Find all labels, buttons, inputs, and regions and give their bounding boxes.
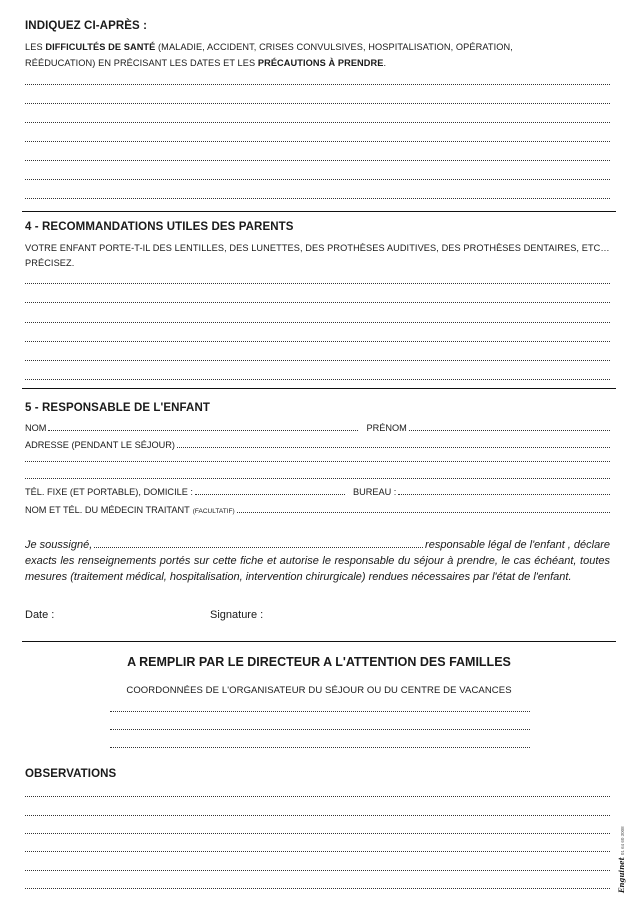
signature-label: Signature :: [210, 609, 264, 621]
health-instructions-line1: [25, 42, 513, 52]
section-divider: [22, 641, 616, 642]
recommendation-answer-line[interactable]: [25, 360, 610, 361]
nom-field[interactable]: [48, 422, 358, 431]
health-answer-line[interactable]: [25, 84, 610, 85]
nom-prenom-row: [25, 422, 610, 433]
observation-line[interactable]: [25, 833, 610, 834]
organizer-contact-line[interactable]: [110, 729, 530, 730]
health-section-title: INDIQUEZ CI-APRÈS :: [25, 20, 148, 32]
text: RÉÉDUCATION) EN PRÉCISANT LES DATES ET LES: [25, 58, 258, 68]
section4-title: 4 - RECOMMANDATIONS UTILES DES PARENTS: [25, 221, 294, 233]
nom-label: NOM: [25, 423, 47, 433]
director-section-title: A REMPLIR PAR LE DIRECTEUR A L'ATTENTION DES FAMILLES: [127, 655, 511, 669]
health-instructions-line2: [25, 58, 386, 68]
medecin-field[interactable]: [237, 504, 610, 513]
medecin-optional-note: (FACULTATIF): [192, 508, 235, 515]
medecin-row: [25, 504, 610, 515]
section5-title: 5 - RESPONSABLE DE L'ENFANT: [25, 402, 210, 414]
recommendation-answer-line[interactable]: [25, 283, 610, 284]
organizer-contact-line[interactable]: [110, 747, 530, 748]
publisher-logo: Enguinet: [617, 857, 626, 893]
bureau-label: BUREAU :: [352, 487, 397, 497]
recommendation-answer-line[interactable]: [25, 341, 610, 342]
text-bold: PRÉCAUTIONS À PRENDRE: [257, 58, 384, 68]
telephone-row: [25, 486, 610, 497]
recommendation-answer-line[interactable]: [25, 322, 610, 323]
health-answer-line[interactable]: [25, 160, 610, 161]
observations-title: OBSERVATIONS: [25, 768, 117, 780]
organizer-contact-label: COORDONNÉES DE L'ORGANISATEUR DU SÉJOUR OU DU CENTRE DE VACANCES: [126, 685, 512, 696]
date-label: Date :: [25, 609, 55, 621]
publisher-watermark: [611, 826, 629, 893]
section-divider: [22, 388, 616, 389]
declaration-start: Je soussigné,: [25, 539, 93, 551]
health-answer-line[interactable]: [25, 141, 610, 142]
health-answer-line[interactable]: [25, 122, 610, 123]
tel-domicile-label: TÉL. FIXE (ET PORTABLE), DOMICILE :: [25, 487, 193, 497]
recommendation-answer-line[interactable]: [25, 379, 610, 380]
declaration-responsable: responsable légal de l'enfant , déclare: [425, 539, 610, 551]
section-divider: [22, 211, 616, 212]
observation-line[interactable]: [25, 796, 610, 797]
prenom-label: PRÉNOM: [366, 423, 407, 433]
prenom-field[interactable]: [409, 422, 610, 431]
text: (MALADIE, ACCIDENT, CRISES CONVULSIVES, HOSPITALISATION, OPÉRATION,: [155, 42, 513, 52]
text-bold: DIFFICULTÉS DE SANTÉ: [45, 42, 156, 52]
declarant-name-field[interactable]: [94, 538, 423, 548]
observation-line[interactable]: [25, 815, 610, 816]
health-answer-line[interactable]: [25, 103, 610, 104]
observation-line[interactable]: [25, 851, 610, 852]
publisher-number: 01 64 60 3008: [620, 826, 625, 856]
declaration-first-line: [25, 538, 610, 554]
text: LES: [25, 42, 46, 52]
organizer-contact-line[interactable]: [110, 711, 530, 712]
health-answer-line[interactable]: [25, 179, 610, 180]
adresse-field[interactable]: [177, 439, 610, 448]
adresse-extra-line[interactable]: [25, 478, 610, 479]
adresse-row: [25, 439, 610, 450]
section4-precisez: PRÉCISEZ.: [25, 258, 75, 268]
observation-line[interactable]: [25, 870, 610, 871]
health-answer-line[interactable]: [25, 198, 610, 199]
medecin-label: NOM ET TÉL. DU MÉDECIN TRAITANT: [25, 505, 190, 515]
tel-domicile-field[interactable]: [195, 486, 345, 495]
recommendation-answer-line[interactable]: [25, 302, 610, 303]
section4-question: VOTRE ENFANT PORTE-T-IL DES LENTILLES, DES LUNETTES, DES PROTHÈSES AUDITIVES, DES PROTHÈSES DENTAIRES, ETC…: [25, 243, 610, 253]
adresse-label: ADRESSE (PENDANT LE SÉJOUR): [25, 440, 175, 450]
adresse-extra-line[interactable]: [25, 461, 610, 462]
bureau-field[interactable]: [398, 486, 610, 495]
text: .: [383, 58, 387, 68]
observation-line[interactable]: [25, 888, 610, 889]
declaration-body: exacts les renseignements portés sur cette fiche et autorise le responsable du séjour à prendre, le cas échéant, toutes mesures (traitement médical, hospitalisation, intervention chirurgicale) rendues nécessaires par l'état de l'enfant.: [25, 555, 610, 583]
